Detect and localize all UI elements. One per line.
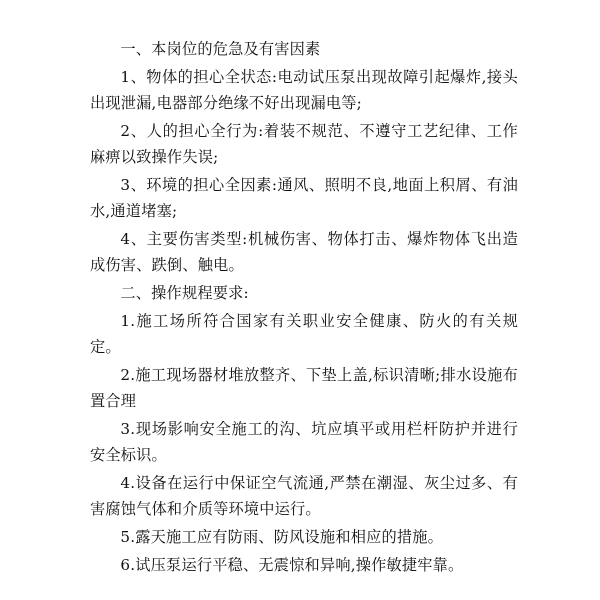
rule-item-weather-protection: 5.露天施工应有防雨、防风设施和相应的措施。 — [120, 528, 444, 546]
rule-item-ventilation: 4.设备在运行中保证空气流通,严禁在潮湿、灰尘过多、有害腐蚀气体和介质等环境中运行。 — [90, 474, 518, 518]
hazard-item-object-state: 1、物体的担心全状态:电动试压泵出现故障引起爆炸,接头出现泄漏,电器部分绝缘不好出现漏电等; — [90, 68, 518, 112]
rule-item-trench-protection: 3.现场影响安全施工的沟、坑应填平或用栏杆防护并进行安全标识。 — [90, 420, 518, 464]
rule-item-pump-operation: 6.试压泵运行平稳、无震惊和异响,操作敏捷牢靠。 — [120, 556, 464, 574]
hazard-item-environment: 3、环境的担心全因素:通风、照明不良,地面上积屑、有油水,通道堵塞; — [90, 176, 518, 220]
section-heading-hazards: 一、本岗位的危急及有害因素 — [120, 40, 321, 58]
rule-item-site-compliance: 1.施工场所符合国家有关职业安全健康、防火的有关规定。 — [90, 312, 518, 356]
document-body — [90, 36, 518, 580]
rule-item-material-stacking: 2.施工现场器材堆放整齐、下垫上盖,标识清晰;排水设施布置合理 — [90, 366, 518, 410]
section-heading-operating-rules: 二、操作规程要求: — [120, 284, 249, 302]
hazard-item-injury-types: 4、主要伤害类型:机械伤害、物体打击、爆炸物体飞出造成伤害、跌倒、触电。 — [90, 230, 518, 274]
hazard-item-human-behavior: 2、人的担心全行为:着装不规范、不遵守工艺纪律、工作麻痹以致操作失误; — [90, 122, 518, 166]
